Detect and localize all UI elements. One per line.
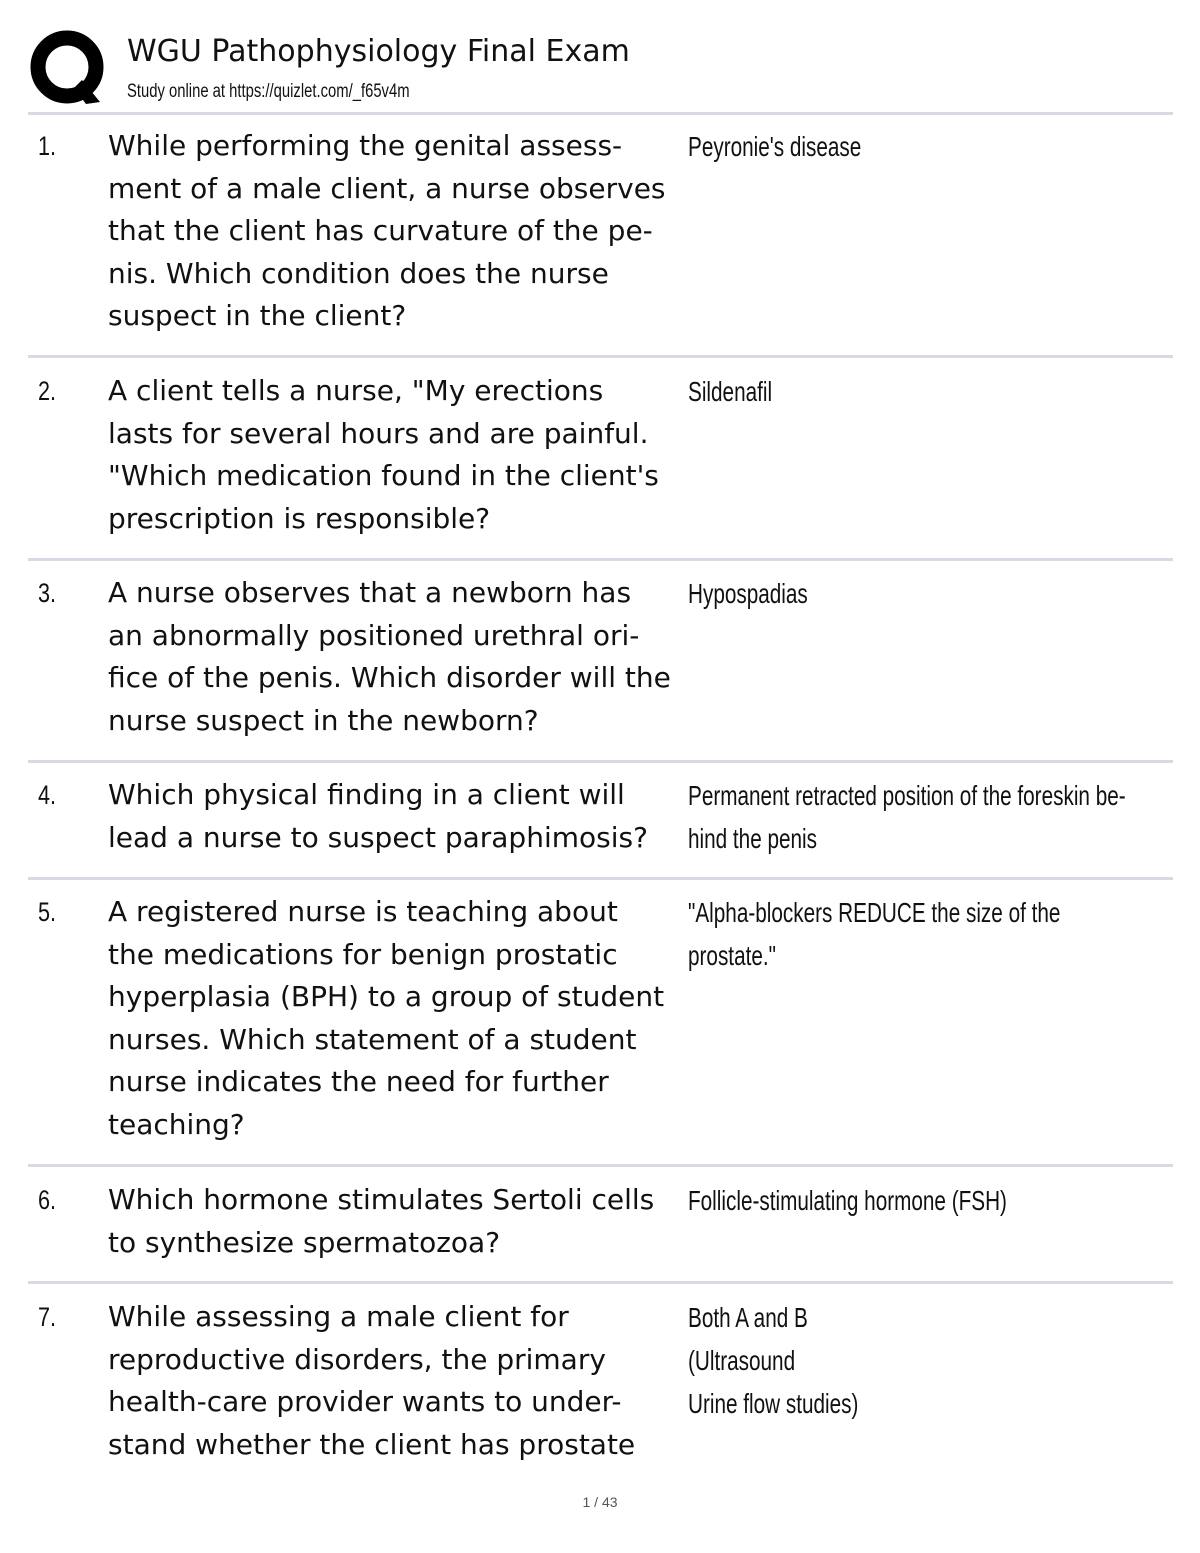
answer-line: Sildenafil xyxy=(688,376,773,407)
answer-line: Permanent retracted position of the foreskin be- xyxy=(688,780,1126,811)
divider xyxy=(28,1281,1173,1284)
question-text xyxy=(108,572,683,742)
question-number: 5. xyxy=(38,897,57,927)
page-header xyxy=(0,0,1200,112)
question-line: lasts for several hours and are painful. xyxy=(108,416,649,450)
question-text xyxy=(108,774,683,859)
question-line: to synthesize spermatozoa? xyxy=(108,1225,501,1259)
question-line: nurses. Which statement of a student xyxy=(108,1022,637,1056)
answer-text xyxy=(688,1296,858,1425)
answer-line: Peyronie's disease xyxy=(688,131,862,162)
question-line: suspect in the client? xyxy=(108,299,407,333)
answer-line: Hypospadias xyxy=(688,578,808,609)
answer-line: prostate." xyxy=(688,940,776,971)
answer-text xyxy=(688,572,808,615)
divider xyxy=(28,112,1173,115)
question-number: 3. xyxy=(38,578,57,608)
question-line: Which hormone stimulates Sertoli cells xyxy=(108,1183,655,1216)
answer-line: Follicle-stimulating hormone (FSH) xyxy=(688,1185,1007,1216)
answer-text xyxy=(688,774,1126,860)
question-number: 2. xyxy=(38,376,57,406)
quizlet-logo-icon xyxy=(30,30,110,110)
answer-text xyxy=(688,125,861,168)
question-line: stand whether the client has prostate xyxy=(108,1427,636,1461)
divider xyxy=(28,877,1173,880)
divider xyxy=(28,1164,1173,1167)
question-line: A nurse observes that a newborn has xyxy=(108,576,632,609)
answer-text xyxy=(688,1179,1007,1222)
divider xyxy=(28,760,1173,763)
question-line: lead a nurse to suspect paraphimosis? xyxy=(108,820,648,854)
question-text xyxy=(108,1179,683,1264)
question-line: that the client has curvature of the pe- xyxy=(108,214,653,248)
answer-line: Both A and B xyxy=(688,1302,808,1333)
question-line: an abnormally positioned urethral ori- xyxy=(108,618,640,652)
question-text xyxy=(108,125,683,338)
answer-line: (Ultrasound xyxy=(688,1345,796,1376)
answer-line: "Alpha-blockers REDUCE the size of the xyxy=(688,897,1061,928)
page-number: 1 / 43 xyxy=(582,1494,618,1510)
question-number: 1. xyxy=(38,131,57,161)
question-text xyxy=(108,370,683,540)
question-number: 4. xyxy=(38,780,57,810)
answer-text xyxy=(688,891,1060,977)
question-line: "Which medication found in the client's xyxy=(108,459,659,493)
study-link[interactable]: Study online at https://quizlet.com/_f65v4m xyxy=(127,81,410,102)
question-line: A registered nurse is teaching about xyxy=(108,895,618,928)
question-line: hyperplasia (BPH) to a group of student xyxy=(108,980,665,1014)
question-line: While assessing a male client for xyxy=(108,1300,569,1333)
question-line: Which physical finding in a client will xyxy=(108,778,625,811)
question-line: While performing the genital assess- xyxy=(108,129,623,162)
divider xyxy=(28,558,1173,561)
answer-line: Urine flow studies) xyxy=(688,1388,859,1419)
question-line: ment of a male client, a nurse observes xyxy=(108,171,666,205)
question-line: nis. Which condition does the nurse xyxy=(108,256,609,290)
question-line: health-care provider wants to under- xyxy=(108,1385,622,1419)
answer-text xyxy=(688,370,772,413)
question-line: the medications for benign prostatic xyxy=(108,937,618,971)
question-line: teaching? xyxy=(108,1107,245,1141)
question-number: 7. xyxy=(38,1302,57,1332)
question-line: A client tells a nurse, "My erections xyxy=(108,374,604,407)
question-line: reproductive disorders, the primary xyxy=(108,1342,606,1376)
question-text xyxy=(108,891,683,1147)
question-line: prescription is responsible? xyxy=(108,501,491,535)
question-line: nurse suspect in the newborn? xyxy=(108,703,539,737)
divider xyxy=(28,355,1173,358)
page-title: WGU Pathophysiology Final Exam xyxy=(127,34,630,69)
answer-line: hind the penis xyxy=(688,823,818,854)
question-text xyxy=(108,1296,683,1466)
question-line: fice of the penis. Which disorder will the xyxy=(108,661,671,695)
question-number: 6. xyxy=(38,1185,57,1215)
question-line: nurse indicates the need for further xyxy=(108,1065,609,1099)
